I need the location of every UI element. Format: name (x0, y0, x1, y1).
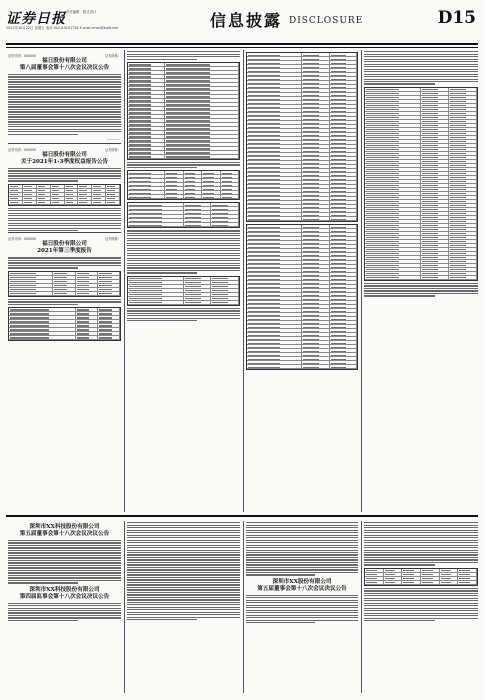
announcement-title: 福日股份有限公司 (42, 241, 87, 248)
announcement-header (8, 236, 121, 255)
body-text (246, 522, 358, 575)
body-text (127, 51, 240, 60)
announcement-title: 第五届董事会第十八次会议决议公告 (257, 585, 347, 592)
data-table (127, 62, 240, 160)
column-divider (124, 50, 125, 512)
announcement-title: 第五届董事会第十八次会议决议公告 (19, 531, 110, 537)
logo-subline: 责任编辑 · 版式设计 (66, 10, 97, 14)
section-title-english: DISCLOSURE (289, 16, 364, 26)
column-4 (364, 50, 478, 512)
body-text (364, 588, 478, 622)
issue-line: 2021年10月22日 星期五 电话 010-83251716 E-mail:zmzx@zqrb.net (6, 26, 118, 30)
section-rule (8, 143, 121, 144)
data-table (127, 202, 240, 228)
announcement-title: 2021年第三季度报告 (37, 248, 92, 255)
announcement-title: 福日股份有限公司 (42, 151, 87, 158)
column-divider (124, 521, 125, 693)
body-text (127, 162, 240, 168)
bottom-column-3 (246, 521, 358, 693)
stock-abbr: 证券简称： (105, 237, 121, 242)
masthead (6, 8, 478, 42)
announcement-header (246, 579, 358, 593)
announcement-header (8, 147, 121, 166)
body-text (8, 603, 121, 622)
announcement-title: 深圳市XX科技股份有限公司 (29, 524, 100, 530)
bottom-column-4 (364, 521, 478, 693)
stock-abbr: 证券简称： (105, 147, 121, 152)
bottom-announcements (6, 515, 478, 697)
body-text (8, 208, 121, 232)
section-rule (8, 232, 121, 233)
body-text (127, 230, 240, 274)
data-table (127, 170, 240, 200)
column-1: 证券代码：000000 证券简称： 福日股份有限公司 第八届董事会第十八次会议决议公告 ———— 证券代码：000000 证券简称： 福日股份有限公司 关于2021年1-3季度权益报告公告 证券代码：000000 证券简称： 福日股份有限公司 2021年第三季度报告 (8, 50, 121, 512)
data-table (127, 276, 240, 306)
announcement-header (8, 53, 121, 72)
announcement-title: 深圳市XX科技股份有限公司 (29, 586, 100, 593)
section-title: 信息披露 (210, 11, 283, 30)
column-2 (127, 50, 240, 512)
income-statement-table (246, 224, 358, 370)
announcement-title: 关于2021年1-3季度权益报告公告 (20, 158, 109, 165)
stock-code: 证券代码：000000 (8, 54, 37, 58)
announcement-title: 福日股份有限公司 (42, 58, 87, 64)
body-text (246, 595, 358, 624)
stock-abbr: 证券简称： (105, 54, 121, 58)
announcement-header (8, 524, 121, 538)
balance-sheet-table (246, 52, 358, 222)
newspaper-logo: 证券日报 (6, 11, 66, 27)
bottom-column-2 (127, 521, 240, 693)
announcement-title: 第四届监事会第十八次会议决议公告 (19, 593, 110, 600)
announcement-title: 第八届董事会第十八次会议决议公告 (19, 65, 110, 71)
body-text (8, 257, 121, 268)
body-text (8, 299, 121, 305)
masthead-rule (6, 43, 478, 45)
cash-flow-table (364, 87, 478, 281)
body-text (127, 522, 240, 620)
body-text (364, 283, 478, 297)
data-table (8, 184, 121, 206)
column-divider (361, 50, 362, 512)
body-text (127, 308, 240, 322)
column-3 (246, 50, 358, 512)
page-number: D15 (437, 8, 476, 28)
body-text (8, 540, 121, 584)
column-divider (243, 50, 244, 512)
body-text (364, 51, 478, 85)
financial-table (8, 271, 121, 297)
column-divider (361, 521, 362, 693)
stock-code: 证券代码：000000 (8, 237, 37, 242)
body-text (364, 522, 478, 566)
data-table (364, 568, 478, 586)
masthead-rule-thin (6, 47, 478, 48)
stock-code: 证券代码：000000 (8, 147, 37, 152)
bottom-column-1 (8, 521, 121, 693)
announcement-title: 深圳市XX股份有限公司 (272, 578, 332, 585)
announcement-header (8, 587, 121, 601)
body-text (8, 74, 121, 135)
financial-table (8, 307, 121, 341)
column-divider (243, 521, 244, 693)
body-text (8, 168, 121, 182)
